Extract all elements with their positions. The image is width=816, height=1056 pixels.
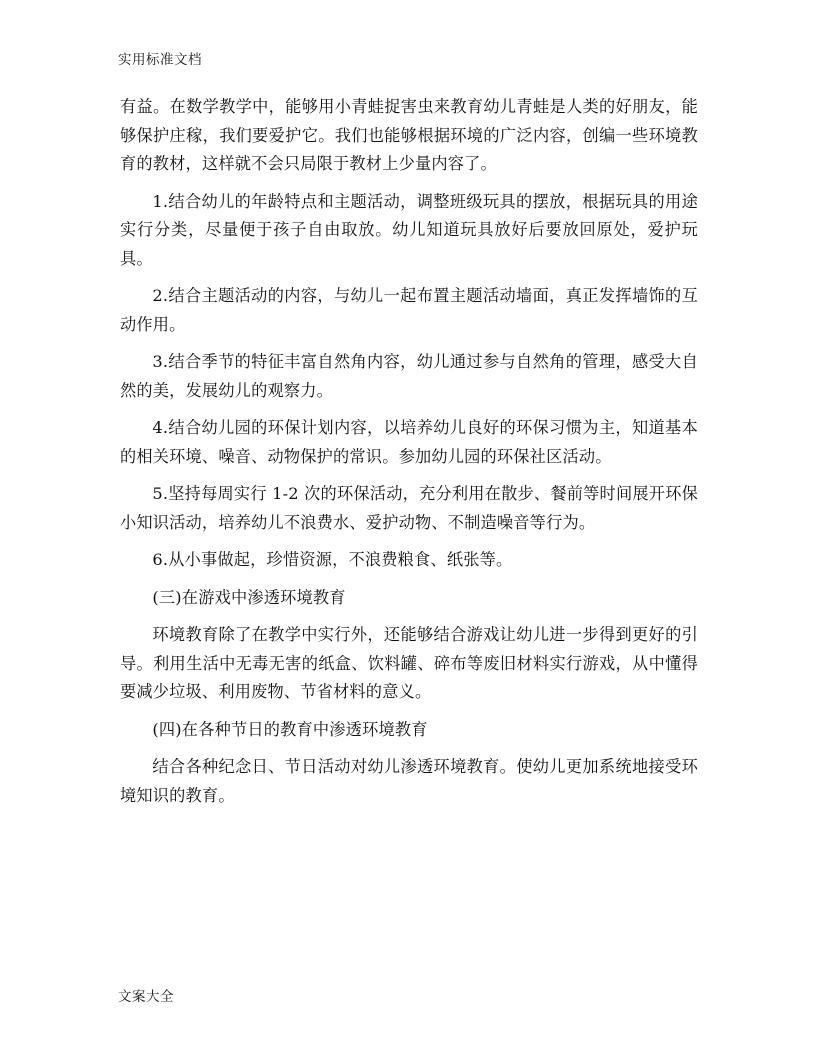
list-item: 2.结合主题活动的内容，与幼儿一起布置主题活动墙面，真正发挥墙饰的互动作用。 — [120, 286, 698, 334]
list-item: 5.坚持每周实行 1-2 次的环保活动，充分利用在散步、餐前等时间展开环保小知识活动，培养幼儿不浪费水、爱护动物、不制造噪音等行为。 — [120, 484, 698, 532]
list-item: 3.结合季节的特征丰富自然角内容，幼儿通过参与自然角的管理，感受大自然的美，发展幼儿的观察力。 — [120, 352, 698, 400]
paragraph: 有益。在数学教学中，能够用小青蛙捉害虫来教育幼儿青蛙是人类的好朋友，能够保护庄稼，我们要爱护它。我们也能够根据环境的广泛内容，创编一些环境教育的教材，这样就不会只局限于教材上少量内容了。 — [120, 97, 698, 173]
document-body — [120, 93, 698, 819]
section-heading: (三)在游戏中渗透环境教育 — [152, 587, 346, 607]
list-item: 4.结合幼儿园的环保计划内容，以培养幼儿良好的环保习惯为主，知道基本的相关环境、噪音、动物保护的常识。参加幼儿园的环保社区活动。 — [120, 418, 698, 466]
paragraph: 环境教育除了在教学中实行外，还能够结合游戏让幼儿进一步得到更好的引导。利用生活中无毒无害的纸盒、饮料罐、碎布等废旧材料实行游戏，从中懂得要减少垃圾、利用废物、节省材料的意义。 — [120, 625, 698, 701]
page-header: 实用标准文档 — [118, 52, 202, 68]
list-item: 1.结合幼儿的年龄特点和主题活动，调整班级玩具的摆放，根据玩具的用途实行分类，尽量便于孩子自由取放。幼儿知道玩具放好后要放回原处，爱护玩具。 — [120, 191, 698, 268]
paragraph: 结合各种纪念日、节日活动对幼儿渗透环境教育。使幼儿更加系统地接受环境知识的教育。 — [120, 757, 698, 805]
list-item: 6.从小事做起，珍惜资源，不浪费粮食、纸张等。 — [152, 550, 513, 569]
section-heading: (四)在各种节日的教育中渗透环境教育 — [152, 719, 428, 739]
page-footer: 文案大全 — [118, 989, 174, 1005]
